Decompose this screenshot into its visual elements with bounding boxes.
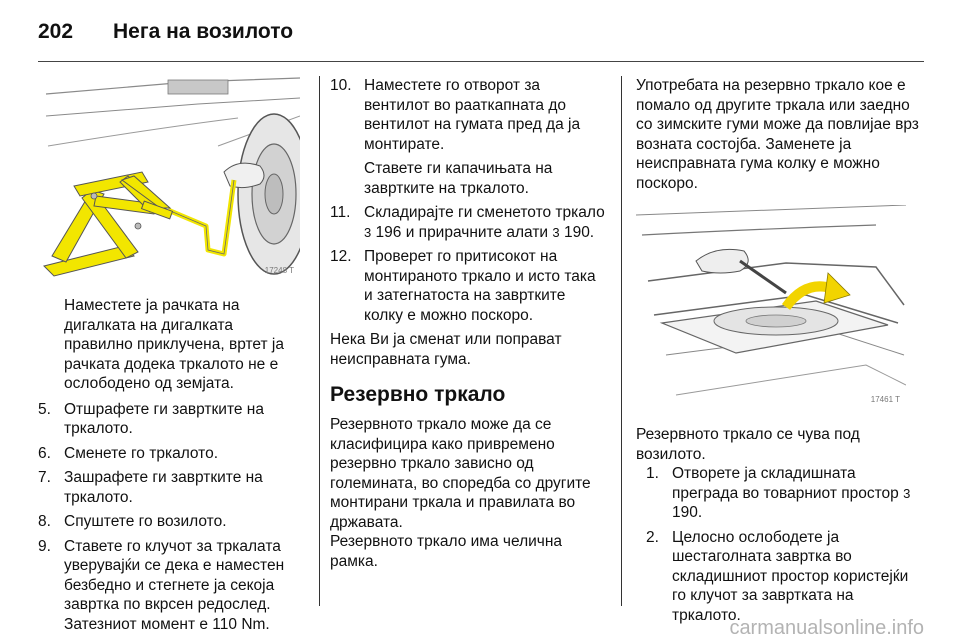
list-item: 2. Целосно ослободете ја шестаголната завртка во складишниот простор користејќи го клучот за завртката на тркалото.	[646, 528, 909, 624]
spare-wheel-storage-image	[636, 205, 906, 413]
list-item: 5. Отшрафете ги завртките на тркалото.	[38, 400, 264, 437]
spare-wheel-paragraph: Резервното тркало може да се класифицира како привремено резервно тркало зависно од големината, во споредба со другите монтирани тркала и правилата во државата.	[330, 416, 591, 531]
left-column	[38, 76, 300, 639]
list-item: 11. Складирајте ги сменетото тркало 3 196 и прирачните алати 3 190.	[330, 204, 605, 241]
jack-under-car-image	[38, 76, 300, 284]
cross-reference-icon: 3	[364, 224, 372, 240]
cross-reference-icon: 3	[903, 485, 911, 501]
spare-wheel-location-paragraph: Резервното тркало се чува под возилото.	[636, 426, 860, 463]
spare-wheel-usage-paragraph: Употребата на резервно тркало кое е помало од другите тркала или заедно со зимските гуми може да повлијае врз возната состојба. Заменете ја неисправната гума колку е можно поскоро.	[636, 77, 919, 192]
page-title: Нега на возилото	[113, 20, 294, 43]
figure-code: 17248 T	[264, 265, 294, 275]
column-divider	[319, 76, 320, 606]
page-number: 202	[38, 20, 74, 43]
list-item: 6. Сменете го тркалото.	[38, 444, 219, 462]
list-item: 8. Спуштете го возилото.	[38, 513, 227, 530]
list-item: 7. Зашрафете ги завртките на тркалото.	[38, 469, 263, 506]
list-item: Ставете ги капачињата на завртките на тркалото.	[364, 160, 553, 197]
middle-column	[330, 76, 608, 571]
cross-reference-icon: 3	[552, 224, 560, 240]
storage-illustration	[636, 205, 906, 413]
note-text: Нека Ви ја сменат или поправат неисправната гума.	[330, 331, 562, 368]
list-item: 12. Проверет го притисокот на монтираното тркало и исто така и затегнатоста на завртките колку е можно поскоро.	[330, 248, 596, 324]
figure-code: 17461 T	[870, 394, 900, 404]
list-item: 1. Отворете ја складишната преграда во товарниот простор 3 190.	[646, 465, 911, 521]
jack-instruction: Наместете ја рачката на дигалката на дигалката правилно приклучена, вртет ја рачката додека тркалото не е ослободено од земјата.	[64, 297, 284, 392]
right-column	[636, 76, 924, 630]
watermark: carmanualsonline.info	[729, 617, 924, 639]
section-heading: Резервно тркало	[330, 383, 506, 406]
column-divider	[621, 76, 622, 606]
jack-illustration	[38, 76, 300, 284]
list-item: 9. Ставете го клучот за тркалата уверувајќи се дека е наместен безбедно и стегнете ја секоја завртка по вкрсен редослед. Затезниот момент е 110 Nm.	[38, 537, 285, 633]
list-item: 10. Наместете го отворот за вентилот во рааткапната до вентилот на гумата пред да ја монтирате.	[330, 77, 581, 153]
spare-wheel-rim-paragraph: Резервното тркало има челична рамка.	[330, 533, 563, 570]
header-rule	[38, 61, 924, 62]
